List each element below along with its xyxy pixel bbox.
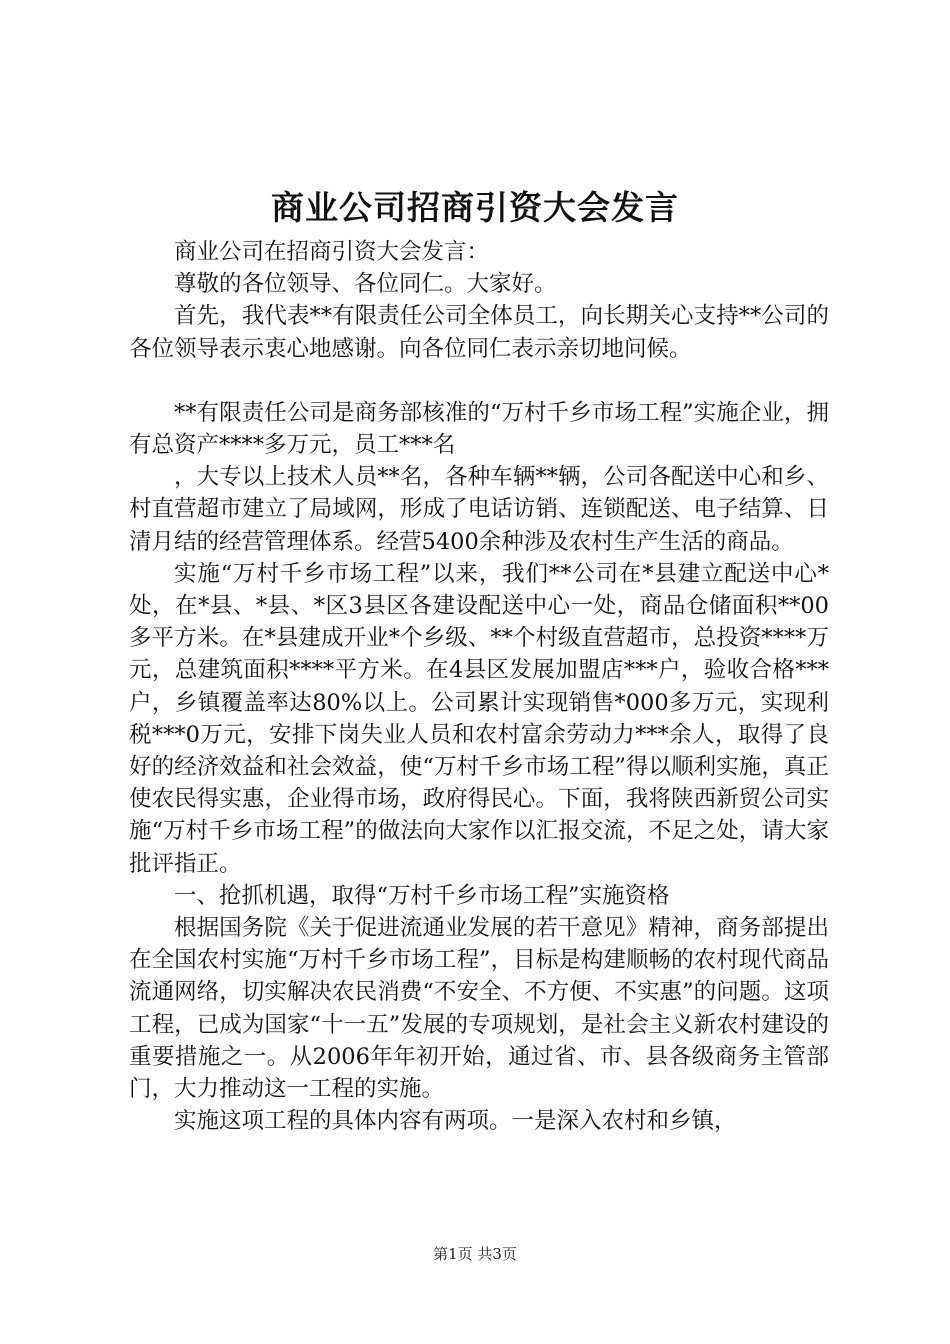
paragraph-project-content: 实施这项工程的具体内容有两项。一是深入农村和乡镇， bbox=[174, 1108, 737, 1135]
document-body bbox=[129, 236, 829, 1137]
paragraph-company-intro: **有限责任公司是商务部核准的“万村千乡市场工程”实施企业，拥有总资产****多万元，员工***名 bbox=[129, 399, 829, 459]
paragraph-policy-background: 根据国务院《关于促进流通业发展的若干意见》精神，商务部提出在全国农村实施“万村千乡市场工程”，目标是构建顺畅的农村现代商品流通网络，切实解决农民消费“不安全、不方便、不实惠”的问题。这项工程，已成为国家“十一五”发展的专项规划，是社会主义新农村建设的重要措施之一。从2006年年初开始，通过省、市、县各级商务主管部门，大力推动这一工程的实施。 bbox=[129, 915, 829, 1103]
paragraph-thanks: 首先，我代表**有限责任公司全体员工，向长期关心支持**公司的各位领导表示衷心地感谢。向各位同仁表示亲切地问候。 bbox=[129, 303, 829, 362]
paragraph-greeting: 尊敬的各位领导、各位同仁。大家好。 bbox=[174, 271, 557, 298]
section-heading-1: 一、抢抓机遇，取得“万村千乡市场工程”实施资格 bbox=[174, 882, 670, 909]
paragraph-company-details: ，大专以上技术人员**名，各种车辆**辆，公司各配送中心和乡、村直营超市建立了局域网，形成了电话访销、连锁配送、电子结算、日清月结的经营管理体系。经营5400余种涉及农村生产生活的商品。 bbox=[129, 464, 829, 555]
paragraph-salutation-heading: 商业公司在招商引资大会发言： bbox=[174, 239, 490, 265]
page-number-footer: 第1页 共3页 bbox=[433, 1245, 517, 1263]
paragraph-achievements: 实施“万村千乡市场工程”以来，我们**公司在*县建立配送中心*处，在*县、*县、*区3县区各建设配送中心一处，商品仓储面积**00多平方米。在*县建成开业*个乡级、**个村级直营超市，总投资****万元，总建筑面积****平方米。在4县区发展加盟店***户，验收合格***户，乡镇覆盖率达80%以上。公司累计实现销售*000多万元，实现利税***0万元，安排下岗失业人员和农村富余劳动力***余人，取得了良好的经济效益和社会效益，使“万村千乡市场工程”得以顺利实施，真正使农民得实惠，企业得市场，政府得民心。下面，我将陕西新贸公司实施“万村千乡市场工程”的做法向大家作以汇报交流，不足之处，请大家批评指正。 bbox=[129, 560, 829, 877]
document-title: 商业公司招商引资大会发言 bbox=[271, 188, 679, 227]
